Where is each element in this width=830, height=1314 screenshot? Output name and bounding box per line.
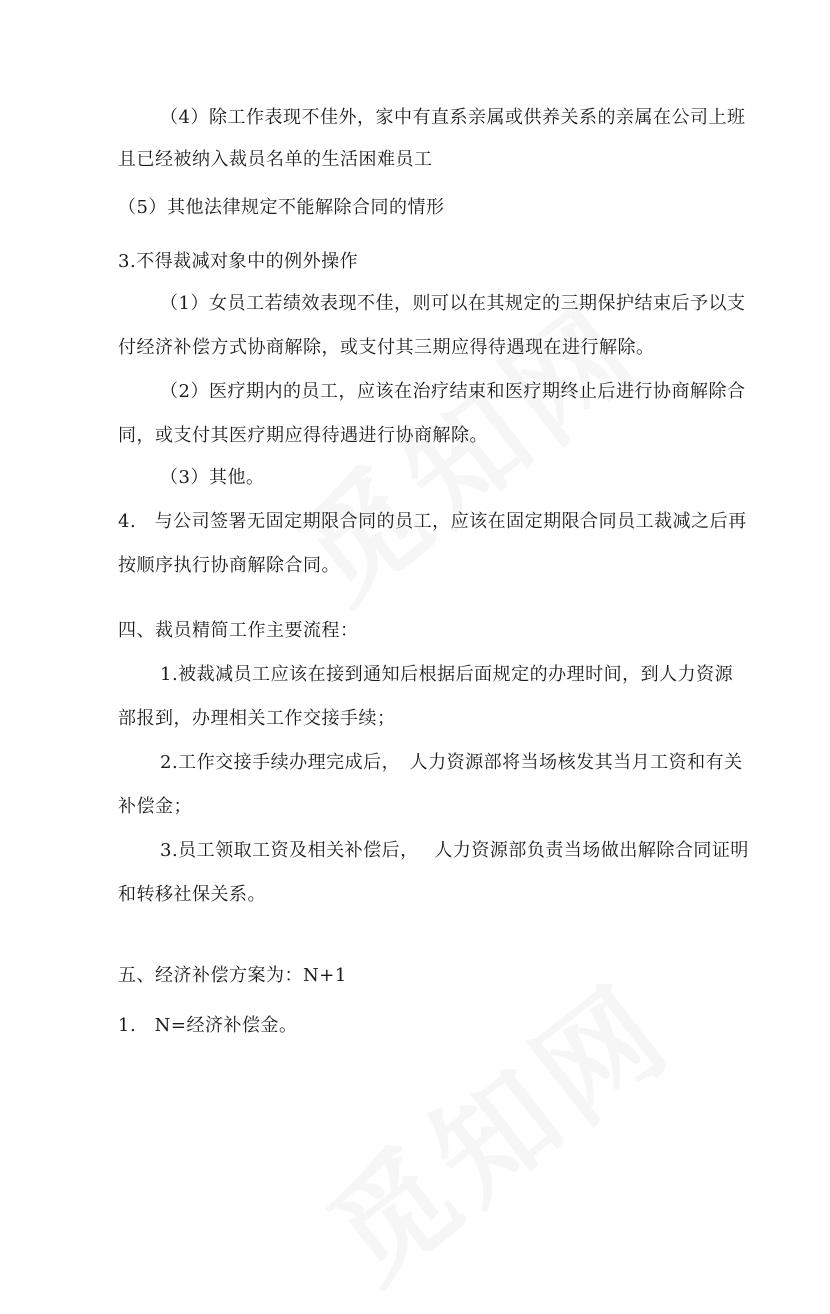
paragraph-line: 按顺序执行协商解除合同。 [118, 555, 340, 576]
paragraph-line: 补偿金； [118, 796, 192, 817]
watermark [288, 938, 701, 1314]
paragraph-line: 和转移社保关系。 [118, 884, 266, 905]
paragraph-line: 付经济补偿方式协商解除，或支付其三期应得待遇现在进行解除。 [118, 337, 655, 358]
paragraph-line: （2）医疗期内的员工，应该在治疗结束和医疗期终止后进行协商解除合 [160, 381, 746, 402]
paragraph-line: 且已经被纳入裁员名单的生活困难员工 [118, 149, 433, 170]
paragraph-line: 4. 与公司签署无固定期限合同的员工，应该在固定期限合同员工裁减之后再 [118, 511, 747, 532]
paragraph-line: （5）其他法律规定不能解除合同的情形 [118, 197, 445, 218]
paragraph-line: （1）女员工若绩效表现不佳，则可以在其规定的三期保护结束后予以支 [160, 293, 746, 314]
section-heading: 四、裁员精简工作主要流程： [118, 620, 359, 641]
section-heading: 五、经济补偿方案为：N+1 [118, 965, 347, 986]
paragraph-line: 同，或支付其医疗期应得待遇进行协商解除。 [118, 425, 488, 446]
paragraph-line: 1. N=经济补偿金。 [118, 1015, 298, 1036]
paragraph-line: 1.被裁减员工应该在接到通知后根据后面规定的办理时间，到人力资源 [160, 664, 734, 685]
section-heading: 3.不得裁减对象中的例外操作 [118, 251, 359, 272]
paragraph-line: （3）其他。 [160, 467, 265, 488]
paragraph-line: （4）除工作表现不佳外，家中有直系亲属或供养关系的亲属在公司上班 [160, 107, 746, 128]
paragraph-line: 部报到，办理相关工作交接手续； [118, 708, 396, 729]
paragraph-line: 2.工作交接手续办理完成后， 人力资源部将当场核发其当月工资和有关 [160, 752, 743, 773]
paragraph-line: 3.员工领取工资及相关补偿后， 人力资源部负责当场做出解除合同证明 [160, 840, 749, 861]
